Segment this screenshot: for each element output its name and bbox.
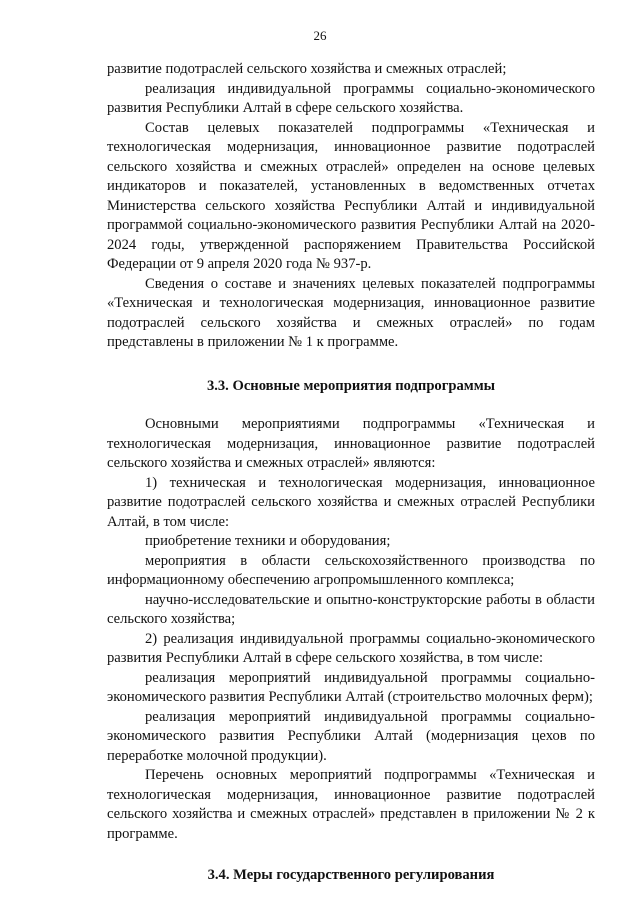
paragraph: реализация индивидуальной программы социально-экономического развития Республики Алтай в сфере сельского хозяйства.	[107, 80, 595, 116]
list-item: 2) реализация индивидуальной программы социально-экономического развития Республики Алтай в сфере сельского хозяйства, в том числе:	[107, 630, 595, 666]
list-item: приобретение техники и оборудования;	[145, 533, 391, 549]
list-item: научно-исследовательские и опытно-конструкторские работы в области сельского хозяйства;	[107, 591, 595, 627]
paragraph: Основными мероприятиями подпрограммы «Техническая и технологическая модернизация, инновационное развитие подотраслей сельского хозяйства и смежных отраслей» являются:	[107, 416, 595, 471]
paragraph: Перечень основных мероприятий подпрограммы «Техническая и технологическая модернизация, инновационное развитие подотраслей сельского хозяйства и смежных отраслей» представлен в приложении № 2 к программе.	[107, 767, 595, 842]
paragraph: Состав целевых показателей подпрограммы «Техническая и технологическая модернизация, инновационное развитие подотраслей сельского хозяйства и смежных отраслей» определен на основе целевых индикаторов и показателей, установленных в ведомственных отчетах Министерства сельского хозяйства Республики Алтай и индивидуальной программой социально-экономического развития Республики Алтай на 2020-2024 годы, утвержденной распоряжением Правительства Российской Федерации от 9 апреля 2020 года № 937-р.	[107, 119, 595, 272]
paragraph: Сведения о составе и значениях целевых показателей подпрограммы «Техническая и технологическая модернизация, инновационное развитие подотраслей сельского хозяйства и смежных отраслей» по годам представлены в приложении № 1 к программе.	[107, 275, 595, 350]
list-item: реализация мероприятий индивидуальной программы социально-экономического развития Республики Алтай (модернизация цехов по переработке молочной продукции).	[107, 708, 595, 764]
list-item: реализация мероприятий индивидуальной программы социально-экономического развития Республики Алтай (строительство молочных ферм);	[107, 669, 595, 705]
list-item: 1) техническая и технологическая модернизация, инновационное развитие подотраслей сельского хозяйства и смежных отраслей Республики Алтай, в том числе:	[107, 474, 595, 530]
page-number: 26	[313, 28, 327, 43]
list-item: мероприятия в области сельскохозяйственного производства по информационному обеспечению агропромышленного комплекса;	[107, 552, 595, 588]
document-body	[107, 60, 595, 886]
section-heading-3-3: 3.3. Основные мероприятия подпрограммы	[206, 377, 496, 394]
paragraph: развитие подотраслей сельского хозяйства и смежных отраслей;	[107, 61, 507, 77]
section-heading-3-4: 3.4. Меры государственного регулирования	[207, 867, 495, 883]
